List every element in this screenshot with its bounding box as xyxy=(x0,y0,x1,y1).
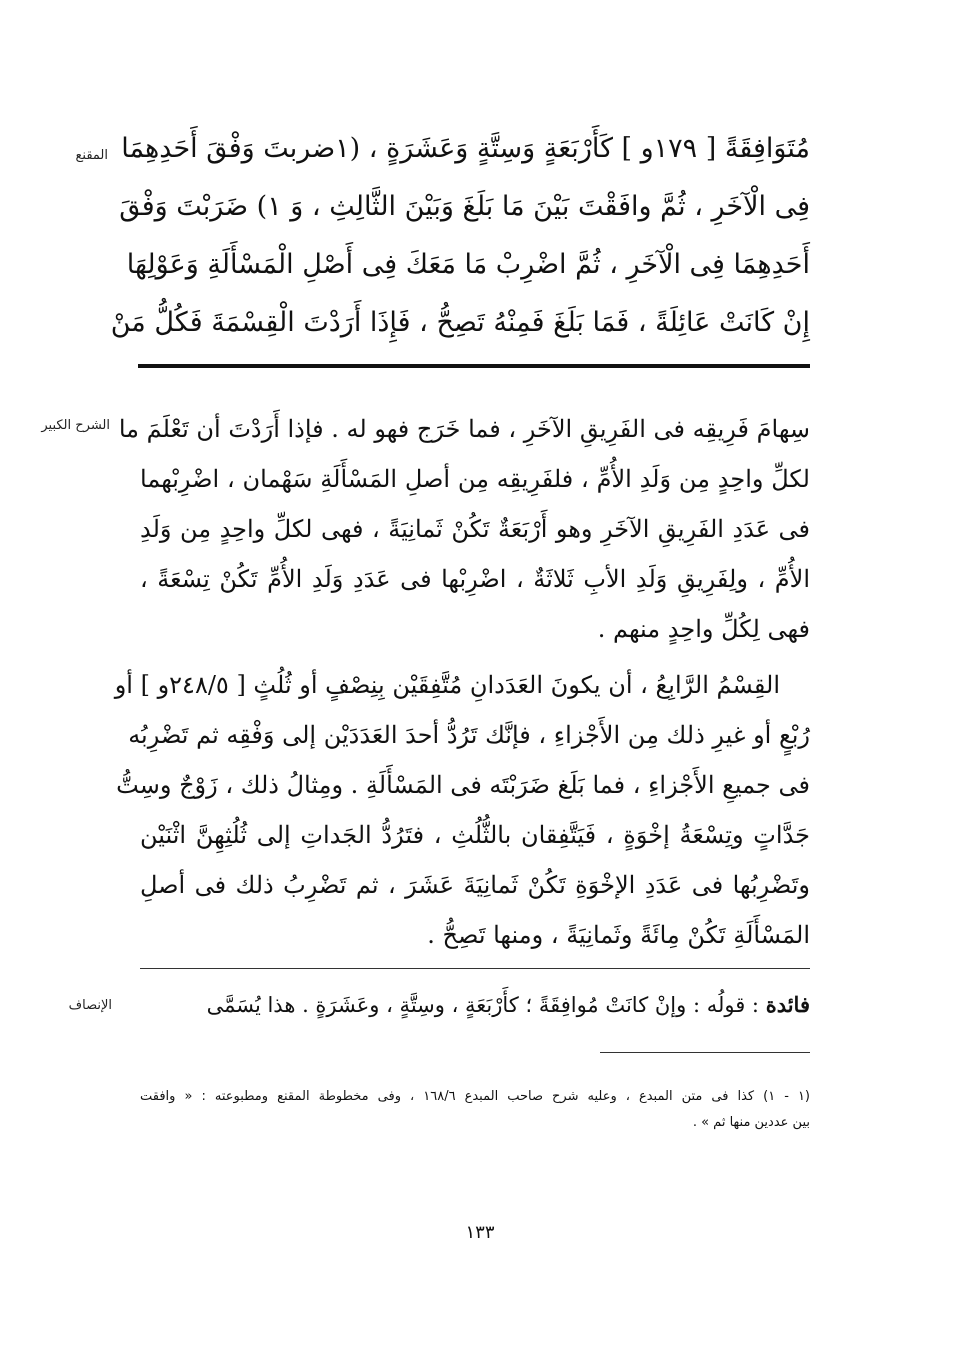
muqni-line: أَحَدِهِمَا فِى الْآخَرِ ، ثُمَّ اضْرِبْ مَا مَعَكَ فِى أَصْلِ الْمَسْأَلَةِ وَعَوْلِهَا xyxy=(126,249,810,280)
muqni-line: إِنْ كَانَتْ عَائِلَةً ، فَمَا بَلَغَ فَمِنْهُ تَصِحُّ ، فَإِذَا أَرَدْتَ الْقِسْمَةَ فَكُلُّ مَنْ xyxy=(110,307,810,338)
section-divider xyxy=(138,364,810,368)
insaf-line xyxy=(140,988,810,1022)
sharh-line: سِهامَ فَرِيقِه فى الفَرِيقِ الآخَرِ ، فما خَرَج فهو له . فإذا أَرَدْتَ أن تَعْلَمَ ما xyxy=(118,415,810,443)
sharh-line: المَسْأَلَةِ تَكُنْ مِائَةً وثَمانِيَةً ، ومنها تَصِحُّ . xyxy=(427,921,810,949)
sharh-line: فهى لِكُلِّ واحِدٍ منهم . xyxy=(597,615,810,643)
sharh-line: لكلِّ واحِدٍ مِن وَلَدِ الأُمِّ ، فلفَرِيقِه مِن أصلِ المَسْأَلَةِ سَهْمان ، اضْرِبْهما xyxy=(140,465,810,493)
muqni-line: فِى الْآخَرِ ، ثُمَّ وافَقْتَ بَيْنَ مَا بَلَغَ وَبَيْنَ الثَّالِثِ ، وَ ١) ضَرَبْتَ وَفْقَ xyxy=(119,191,810,222)
footnote-block xyxy=(140,1084,810,1136)
footnote-divider xyxy=(600,1052,810,1053)
muqni-line: مُتَوَافِقَةً [ ١٧٩و ] كَأَرْبَعَةٍ وَسِتَّةٍ وَعَشَرَةٍ ، (١ضربتَ وَفْقَ أَحَدِهِمَا xyxy=(121,133,810,164)
section-label-insaf: الإنصاف xyxy=(68,998,112,1013)
footnote-line: (١ - ١) كذا فى متن المبدع ، وعليه شرح صاحب المبدع ١٦٨/٦ ، وفى مخطوطة المقنع ومطبوعته : « وافقت xyxy=(140,1089,810,1104)
insaf-body: : قولُه : وإنْ كانَتْ مُوافِقَةً ؛ كأَرْبَعَةٍ ، وسِتَّةٍ ، وعَشَرَةٍ . هذا يُسَمَّى xyxy=(206,993,759,1017)
sharh-line: فى عَدَدِ الفَرِيقِ الآخَرِ وهو أَرْبَعَةٌ تَكُنْ ثَمانِيَةً ، فهى لكلِّ واحِدٍ مِن وَلَدِ xyxy=(140,515,810,543)
sharh-line: فى جميعِ الأَجْزاءِ ، فما بَلَغ ضَرَبْتَه فى المَسْأَلَةِ . ومِثالُ ذلك ، زَوْجٌ وسِتُّ xyxy=(116,771,810,799)
sharh-line: القِسْمُ الرَّابِعُ ، أن يكونَ العَدَدانِ مُتَّفِقَيْن بِنِصْفٍ أو ثُلُثٍ [ ٢٤٨/٥و ] أو xyxy=(114,671,780,699)
sharh-line: الأُمِّ ، ولِفَرِيقِ وَلَدِ الأبِ ثَلاثَةٌ ، اضْرِبْها فى عَدَدِ وَلَدِ الأُمِّ تَكُنْ تِسْعَةً ، xyxy=(140,565,810,593)
sharh-line: رُبْعٍ أو غيرِ ذلك مِن الأَجْزاءِ ، فإنَّك تَرُدُّ أحدَ العَدَدَيْن إلى وَفْقِه ثم تَضْرِبُه xyxy=(128,721,810,749)
sharh-paragraph-1 xyxy=(118,404,810,654)
insaf-text-block xyxy=(140,988,810,1022)
footnote-line: بين عددين منها ثم » . xyxy=(692,1115,810,1130)
insaf-heading: فائدة xyxy=(765,992,810,1017)
sharh-line: وتَضْرِبُها فى عَدَدِ الإخْوَةِ تَكُنْ ثَمانِيَةَ عَشَرَ ، ثم تَضْرِبُ ذلك فى أصلِ xyxy=(140,871,810,899)
sharh-paragraph-2 xyxy=(114,660,811,960)
page-number: ١٣٣ xyxy=(465,1222,495,1243)
sharh-line: جَدَّاتٍ وتِسْعَةُ إخْوَةٍ ، فَيَتَّفِقان بالثُّلُثِ ، فتَرُدُّ الجَداتِ إلى ثُلُثِهِنَّ اثْنَيْن xyxy=(140,821,811,849)
section-label-muqni: المقنع xyxy=(75,148,108,163)
section-divider xyxy=(140,968,810,969)
section-label-sharh: الشرح الكبير xyxy=(41,418,110,433)
muqni-text-block xyxy=(110,120,810,352)
